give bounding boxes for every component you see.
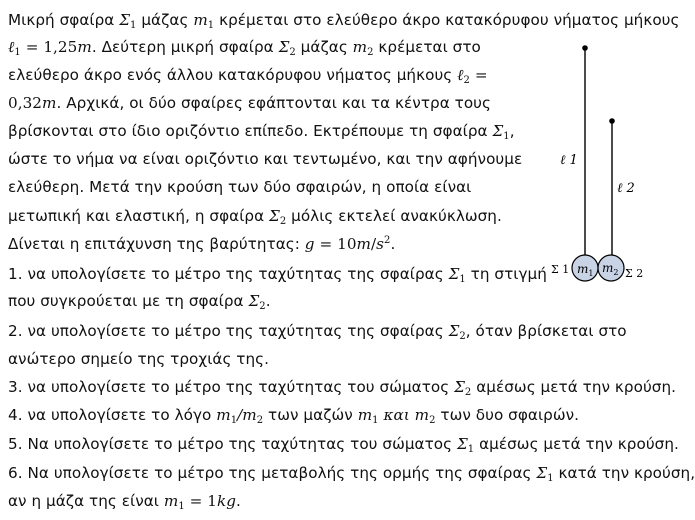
- slash: /: [237, 406, 243, 424]
- intro-line-9: [8, 234, 395, 254]
- question-6-line-1: [8, 463, 695, 483]
- sub: 2: [289, 47, 296, 58]
- sym-m: m: [242, 406, 257, 424]
- text: τη στιγμή: [465, 265, 547, 283]
- sub: 1: [178, 501, 185, 512]
- sym-sigma: Σ: [448, 322, 460, 340]
- text: , όταν βρίσκεται στο: [465, 322, 627, 340]
- sym-g: g: [304, 235, 315, 253]
- text: ανώτερο σημείο της τροχιάς της.: [8, 350, 270, 368]
- value: = 1: [184, 492, 217, 510]
- sym-m: m: [163, 492, 179, 510]
- sub: 1: [14, 47, 21, 58]
- sym-sigma: Σ: [492, 122, 504, 140]
- text: των μαζών: [263, 406, 358, 424]
- text: και: [378, 406, 415, 424]
- sub: 2: [367, 47, 374, 58]
- text: αμέσως μετά την κρούση.: [471, 378, 677, 396]
- sub: 2: [259, 301, 266, 312]
- sym-ell: ℓ: [457, 66, 464, 84]
- sub: 1: [130, 20, 137, 31]
- text: μάζας: [295, 38, 353, 56]
- text: αν η μάζα της είναι: [8, 492, 164, 510]
- slash: /: [371, 235, 377, 253]
- text: κατά την κρούση,: [553, 464, 695, 482]
- sub: 1: [459, 274, 466, 285]
- text: Δίνεται η επιτάχυνση της βαρύτητας:: [8, 235, 305, 253]
- pendulum-figure: [540, 30, 660, 285]
- question-1-line-1: [8, 264, 547, 284]
- exponent: 2: [384, 235, 391, 246]
- value: = 1,25: [20, 38, 78, 56]
- text: 4. να υπολογίσετε το λόγο: [8, 406, 217, 424]
- intro-line-1: [8, 10, 679, 30]
- question-6-line-2: [8, 491, 241, 511]
- text: ώστε το νήμα να είναι οριζόντιο και τεντωμένο, και την αφήνουμε: [8, 150, 523, 168]
- sub: 2: [256, 415, 264, 426]
- unit: kg: [217, 492, 237, 510]
- sub: 2: [279, 216, 287, 227]
- label-sigma-1: Σ 1: [551, 263, 570, 276]
- text: . Δεύτερη μικρή σφαίρα: [91, 38, 279, 56]
- text: 2. να υπολογίσετε το μέτρο της ταχύτητας της σφαίρας: [8, 322, 449, 340]
- text: μάζας: [136, 11, 194, 29]
- sub: 1: [372, 415, 379, 426]
- unit: s: [376, 235, 385, 253]
- intro-line-8: [8, 206, 502, 226]
- sub: 1: [230, 415, 238, 426]
- sym-sigma: Σ: [457, 435, 468, 453]
- text: μόλις εκτελεί ανακύκλωση.: [286, 207, 502, 225]
- question-5: [8, 434, 679, 454]
- text: .: [390, 235, 396, 253]
- label-l2: ℓ 2: [617, 181, 635, 196]
- label-l1: ℓ 1: [560, 153, 578, 168]
- intro-line-3: [8, 65, 488, 85]
- sub: 2: [464, 387, 472, 398]
- sub: 1: [467, 444, 475, 455]
- question-2-line-2: [8, 349, 269, 369]
- sub: 2: [429, 415, 436, 426]
- text: αμέσως μετά την κρούση.: [474, 435, 679, 453]
- text: ελεύθερη. Μετά την κρούση των δύο σφαιρών, η οποία είναι: [8, 178, 472, 196]
- label-sigma-2: Σ 2: [625, 267, 644, 280]
- text: κρέμεται στο: [373, 38, 481, 56]
- ball-1-label: $m_1$: [577, 262, 594, 278]
- sym-m: m: [216, 406, 231, 424]
- sym-sigma: Σ: [448, 265, 460, 283]
- intro-line-4: [8, 93, 491, 113]
- sub: 1: [207, 20, 215, 31]
- text: 1. να υπολογίσετε το μέτρο της ταχύτητας της σφαίρας: [8, 265, 449, 283]
- text: 3. να υπολογίσετε το μέτρο της ταχύτητας του σώματος: [8, 378, 455, 396]
- intro-line-2: [8, 37, 481, 57]
- unit: m: [42, 94, 57, 112]
- text: μετωπική και ελαστική, η σφαίρα: [8, 207, 270, 225]
- sym-ell: ℓ: [8, 38, 15, 56]
- text: .: [236, 492, 241, 510]
- text: των δυο σφαιρών.: [435, 406, 580, 424]
- sym-sigma: Σ: [269, 207, 280, 225]
- unit: m: [77, 38, 92, 56]
- value: 0,32: [8, 94, 43, 112]
- sub: 1: [547, 473, 554, 484]
- sym-sigma: Σ: [454, 378, 465, 396]
- text: ελεύθερο άκρο ενός άλλου κατακόρυφου νήματος μήκους: [8, 66, 458, 84]
- text: 6. Να υπολογίσετε το μέτρο της μεταβολής της ορμής της σφαίρας: [8, 464, 537, 482]
- unit: m: [356, 235, 371, 253]
- question-4: [8, 405, 579, 425]
- question-2-line-1: [8, 321, 627, 341]
- text: 5. Να υπολογίσετε το μέτρο της ταχύτητας του σώματος: [8, 435, 457, 453]
- sub: 2: [463, 75, 470, 86]
- sym-sigma: Σ: [536, 464, 548, 482]
- text: . Αρχικά, οι δύο σφαίρες εφάπτονται και τα κέντρα τους: [56, 94, 491, 112]
- intro-line-7: [8, 177, 471, 197]
- sym-m: m: [352, 38, 368, 56]
- value: = 10: [314, 235, 357, 253]
- intro-line-6: [8, 149, 522, 169]
- sub: 2: [459, 331, 466, 342]
- ball-2-label: $m_2$: [602, 261, 619, 277]
- question-3: [8, 377, 676, 397]
- sym-sigma: Σ: [248, 292, 260, 310]
- text: που συγκρούεται με τη σφαίρα: [8, 292, 249, 310]
- sym-sigma: Σ: [278, 38, 290, 56]
- sym-m: m: [414, 406, 430, 424]
- question-1-line-2: [8, 291, 271, 311]
- sub: 1: [503, 131, 510, 142]
- text: ,: [509, 122, 515, 140]
- text: Μικρή σφαίρα: [8, 11, 120, 29]
- sym-m: m: [193, 11, 208, 29]
- sym-sigma: Σ: [119, 11, 131, 29]
- text: .: [265, 292, 271, 310]
- intro-line-5: [8, 121, 515, 141]
- text: κρέμεται στο ελεύθερο άκρο κατακόρυφου νήματος μήκους: [214, 11, 680, 29]
- text: βρίσκονται στο ίδιο οριζόντιο επίπεδο. Εκτρέπουμε τη σφαίρα: [8, 122, 493, 140]
- text: =: [469, 66, 488, 84]
- sym-m: m: [357, 406, 373, 424]
